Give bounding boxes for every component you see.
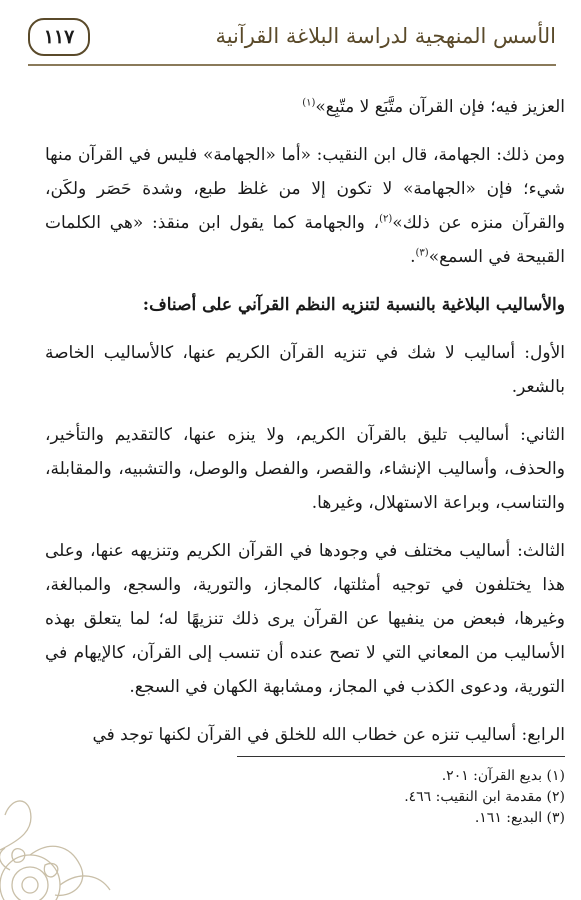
paragraph-first: الأول: أساليب لا شك في تنزيه القرآن الكريم عنها، كالأساليب الخاصة بالشعر. <box>45 343 565 397</box>
page-header <box>28 18 556 70</box>
footnote-ref-1: (١) <box>302 97 316 109</box>
section-heading: والأساليب البلاغية بالنسبة لتنزيه النظم القرآني على أصناف: <box>142 295 565 315</box>
footnote-2: (٢) مقدمة ابن النقيب: ٤٦٦. <box>404 789 565 805</box>
paragraph-second: الثاني: أساليب تليق بالقرآن الكريم، ولا ينزه عنها، كالتقديم والتأخير، والحذف، وأساليب الإنشاء، والقصر، والفصل والوصل، والتشبيه، والمقابلة، والتناسب، وبراعة الاستهلال، وغيرها. <box>45 425 565 513</box>
paragraph-1: العزيز فيه؛ فإن القرآن متَّبَع لا متّبِع»$^{(١)}$ <box>302 97 565 117</box>
page-number: ١١٧ <box>28 18 90 56</box>
paragraph-third: الثالث: أساليب مختلف في وجودها في القرآن الكريم وتنزيهه عنها، وعلى هذا يختلفون في توجيه أمثلتها، كالمجاز، والتورية، والسجع، والمبالغة، وغيرها، فبعض من ينفيها عن القرآن يرى ذلك تنزيهًا له؛ لما يتعلق بهذه الأساليب من المعاني التي لا تصح عنده أن تنسب إلى القرآن، كالإيهام في التورية، ودعوى الكذب في المجاز، ومشابهة الكهان في السجع. <box>45 541 565 697</box>
footnote-ref-3: (٣) <box>415 247 429 259</box>
running-title: الأسس المنهجية لدراسة البلاغة القرآنية <box>215 24 556 48</box>
header-rule <box>28 64 556 66</box>
footnotes <box>237 766 565 829</box>
footnote-ref-2: (٢) <box>379 213 393 225</box>
footnote-3: (٣) البديع: ١٦١. <box>474 810 565 826</box>
paragraph-2: ومن ذلك: الجهامة، قال ابن النقيب: «أما «الجهامة» فليس في القرآن منها شيء؛ فإن «الجهامة» لا تكون إلا من غلظ طبع، وشدة حَصَر ولكَن، والقرآن منزه عن ذلك»$^{(٢)}$، والجهامة كما يقول ابن منقذ: «هي الكلمات القبيحة في السمع»$^{(٣)}$. <box>45 145 565 267</box>
footnote-1: (١) بديع القرآن: ٢٠١. <box>441 768 565 784</box>
body-text <box>45 90 565 752</box>
floral-ornament-icon <box>0 770 130 900</box>
paragraph-fourth: الرابع: أساليب تنزه عن خطاب الله للخلق في القرآن لكنها توجد في <box>92 725 565 745</box>
footnote-rule <box>237 756 565 757</box>
